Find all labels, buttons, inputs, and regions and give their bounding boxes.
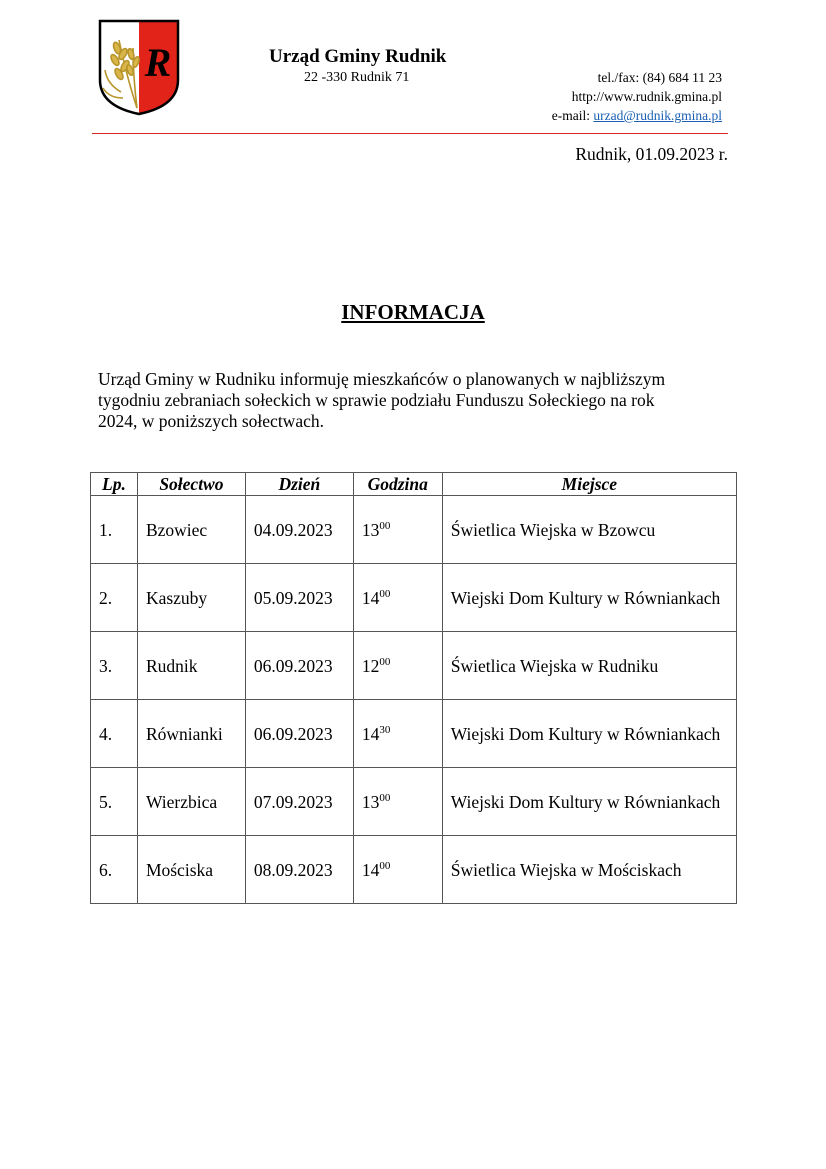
table-row — [91, 632, 737, 700]
minutes: 00 — [379, 519, 391, 532]
cell-lp: 5. — [91, 768, 138, 836]
minutes: 00 — [379, 791, 391, 804]
hour: 13 — [361, 791, 380, 812]
cell-miejsce: Wiejski Dom Kultury w Równiankach — [442, 564, 736, 632]
email-link[interactable]: urzad@rudnik.gmina.pl — [593, 108, 722, 123]
cell-lp: 4. — [91, 700, 138, 768]
cell-miejsce: Świetlica Wiejska w Bzowcu — [442, 496, 736, 564]
meetings-table — [90, 472, 737, 904]
table-header-row — [91, 473, 737, 496]
header-lp: Lp. — [91, 473, 138, 496]
coat-of-arms-icon — [97, 18, 181, 116]
table-row — [91, 700, 737, 768]
cell-dzien: 08.09.2023 — [245, 836, 353, 904]
document-date: Rudnik, 01.09.2023 r. — [575, 144, 728, 164]
email-line — [552, 106, 722, 125]
cell-lp: 3. — [91, 632, 138, 700]
cell-dzien: 04.09.2023 — [245, 496, 353, 564]
cell-godzina — [353, 768, 442, 836]
cell-dzien: 05.09.2023 — [245, 564, 353, 632]
table-row — [91, 768, 737, 836]
cell-godzina — [353, 496, 442, 564]
cell-godzina — [353, 700, 442, 768]
cell-solectwo: Rudnik — [137, 632, 245, 700]
cell-miejsce: Świetlica Wiejska w Mościskach — [442, 836, 736, 904]
table-row — [91, 836, 737, 904]
header-divider — [92, 133, 728, 134]
table-row — [91, 496, 737, 564]
header-miejsce: Miejsce — [442, 473, 736, 496]
cell-dzien: 06.09.2023 — [245, 632, 353, 700]
cell-lp: 1. — [91, 496, 138, 564]
minutes: 30 — [379, 723, 391, 736]
intro-paragraph: Urząd Gminy w Rudniku informuję mieszkańców o planowanych w najbliższym tygodniu zebraniach sołeckich w sprawie podziału Funduszu Sołeckiego na rok 2024, w poniższych sołectwach. — [98, 369, 666, 431]
website[interactable]: http://www.rudnik.gmina.pl — [571, 89, 722, 104]
hour: 13 — [361, 519, 380, 540]
phone-fax: tel./fax: (84) 684 11 23 — [597, 70, 722, 85]
cell-miejsce: Wiejski Dom Kultury w Równiankach — [442, 700, 736, 768]
cell-miejsce: Wiejski Dom Kultury w Równiankach — [442, 768, 736, 836]
cell-miejsce: Świetlica Wiejska w Rudniku — [442, 632, 736, 700]
hour: 14 — [361, 723, 380, 744]
header-dzien: Dzień — [245, 473, 353, 496]
cell-solectwo: Bzowiec — [137, 496, 245, 564]
cell-solectwo: Kaszuby — [137, 564, 245, 632]
header-solectwo: Sołectwo — [137, 473, 245, 496]
hour: 12 — [361, 655, 380, 676]
crest-letter: R — [144, 40, 172, 85]
minutes: 00 — [379, 587, 391, 600]
email-label: e-mail: — [551, 108, 594, 123]
cell-godzina — [353, 836, 442, 904]
document-title: INFORMACJA — [341, 300, 485, 324]
header-godzina: Godzina — [353, 473, 442, 496]
cell-dzien: 07.09.2023 — [245, 768, 353, 836]
contact-block — [552, 68, 722, 125]
cell-solectwo: Mościska — [137, 836, 245, 904]
cell-lp: 6. — [91, 836, 138, 904]
cell-godzina — [353, 632, 442, 700]
office-address: 22 -330 Rudnik 71 — [304, 70, 410, 85]
cell-solectwo: Wierzbica — [137, 768, 245, 836]
minutes: 00 — [379, 859, 391, 872]
cell-solectwo: Równianki — [137, 700, 245, 768]
minutes: 00 — [379, 655, 391, 668]
hour: 14 — [361, 859, 380, 880]
cell-dzien: 06.09.2023 — [245, 700, 353, 768]
cell-lp: 2. — [91, 564, 138, 632]
office-name: Urząd Gminy Rudnik — [269, 46, 447, 67]
hour: 14 — [361, 587, 380, 608]
cell-godzina — [353, 564, 442, 632]
table-row — [91, 564, 737, 632]
